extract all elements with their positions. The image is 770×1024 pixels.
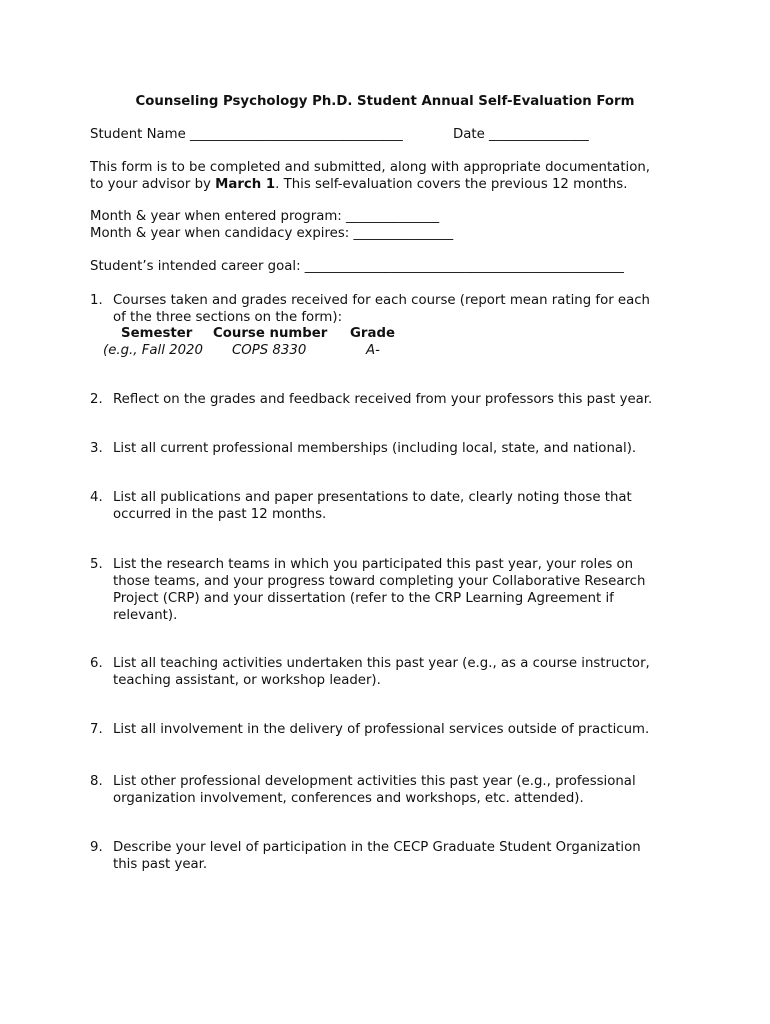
item-9-line-1: Describe your level of participation in the CECP Graduate Student Organization: [113, 840, 641, 855]
intro-text: to your advisor by: [90, 177, 216, 192]
item-3-line-1: List all current professional memberships (including local, state, and national).: [113, 441, 637, 456]
example-semester: (e.g., Fall 2020: [103, 343, 203, 358]
item-1-number: 1.: [90, 293, 103, 308]
item-1-line-2: of the three sections on the form):: [113, 310, 343, 325]
deadline-date: March 1: [215, 177, 276, 192]
item-5-line-2: those teams, and your progress toward completing your Collaborative Research: [113, 574, 646, 589]
item-3-number: 3.: [90, 441, 103, 456]
student-name-label: Student Name: [90, 127, 186, 142]
item-1-line-1: Courses taken and grades received for each course (report mean rating for each: [113, 293, 650, 308]
item-6-number: 6.: [90, 656, 103, 671]
example-grade: A-: [366, 343, 380, 358]
item-5-line-4: relevant).: [113, 608, 178, 623]
date-blank: _______________: [489, 127, 589, 142]
item-4-line-1: List all publications and paper presentations to date, clearly noting those that: [113, 490, 632, 505]
form-title: Counseling Psychology Ph.D. Student Annual Self-Evaluation Form: [135, 94, 635, 109]
item-6-line-2: teaching assistant, or workshop leader).: [113, 673, 381, 688]
item-2-number: 2.: [90, 392, 103, 407]
intro-line-2: [90, 176, 627, 193]
item-9-number: 9.: [90, 840, 103, 855]
item-5-line-1: List the research teams in which you participated this past year, your roles on: [113, 557, 634, 572]
intro-line-1: This form is to be completed and submitted, along with appropriate documentation,: [90, 160, 651, 175]
item-8-line-2: organization involvement, conferences and workshops, etc. attended).: [113, 791, 584, 806]
intro-text-end: . This self-evaluation covers the previous 12 months.: [275, 177, 628, 192]
item-6-line-1: List all teaching activities undertaken this past year (e.g., as a course instructor,: [113, 656, 650, 671]
header-semester: Semester: [121, 326, 193, 341]
candidacy-expires-line: Month & year when candidacy expires: _______________: [90, 226, 454, 241]
item-9-line-2: this past year.: [113, 857, 208, 872]
item-7-number: 7.: [90, 722, 103, 737]
item-5-number: 5.: [90, 557, 103, 572]
student-name-line: [90, 126, 403, 143]
item-7-line-1: List all involvement in the delivery of professional services outside of practicum.: [113, 722, 650, 737]
item-2-line-1: Reflect on the grades and feedback received from your professors this past year.: [113, 392, 653, 407]
header-course-number: Course number: [213, 326, 328, 341]
item-4-line-2: occurred in the past 12 months.: [113, 507, 327, 522]
header-grade: Grade: [350, 326, 395, 341]
date-label: Date: [453, 127, 485, 142]
student-name-blank: ________________________________: [190, 127, 403, 142]
entered-program-line: Month & year when entered program: ______________: [90, 209, 440, 224]
item-4-number: 4.: [90, 490, 103, 505]
item-8-line-1: List other professional development activities this past year (e.g., professional: [113, 774, 636, 789]
date-line: [453, 126, 589, 143]
item-8-number: 8.: [90, 774, 103, 789]
career-goal-line: Student’s intended career goal: ________________________________________________: [90, 259, 624, 274]
item-5-line-3: Project (CRP) and your dissertation (refer to the CRP Learning Agreement if: [113, 591, 614, 606]
example-course-number: COPS 8330: [232, 343, 307, 358]
